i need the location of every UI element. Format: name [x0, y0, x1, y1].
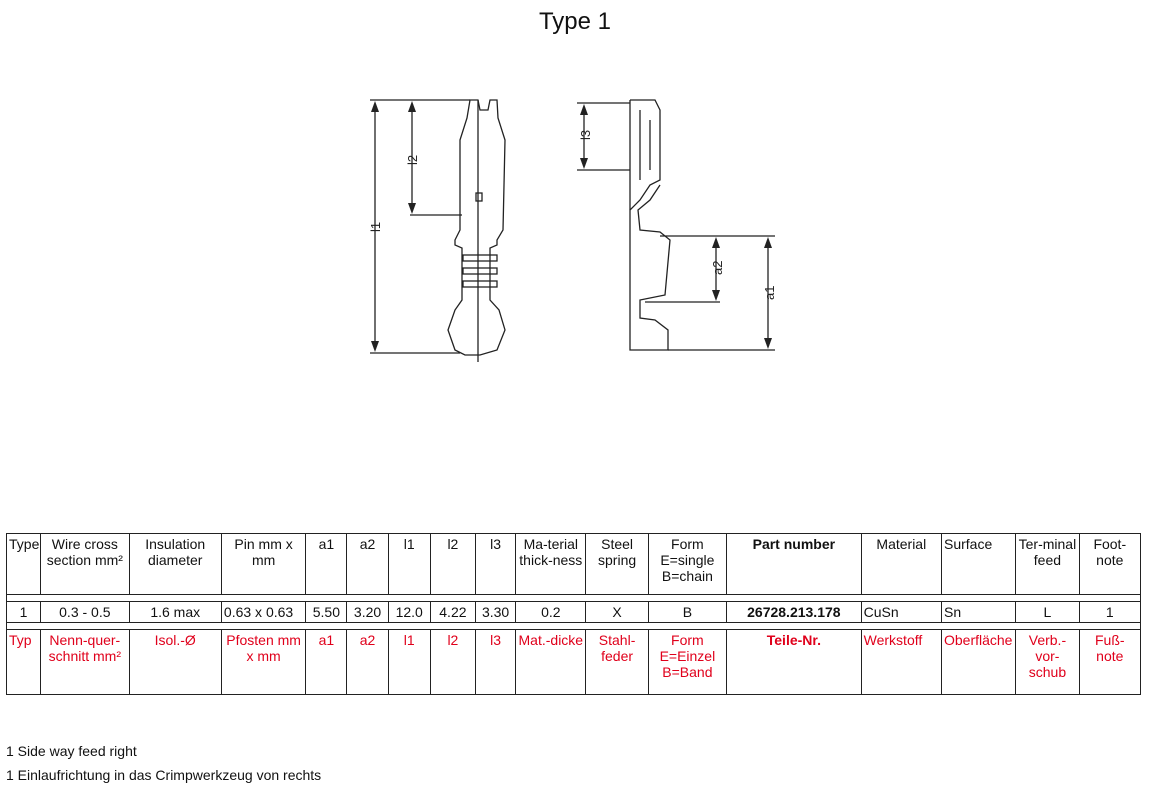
dim-label-l2: l2	[405, 154, 420, 165]
hdr-material: Material	[861, 534, 941, 595]
cell-surface: Sn	[941, 602, 1015, 623]
hdr-type: Type	[7, 534, 41, 595]
cell-thickness: 0.2	[516, 602, 586, 623]
page-title: Type 1	[538, 8, 612, 35]
cell-form: B	[648, 602, 726, 623]
hdr-de-a1: a1	[306, 630, 347, 695]
hdr-steel-spring: Steel spring	[586, 534, 648, 595]
spec-table	[6, 533, 1141, 695]
hdr-part-number: Part number	[727, 534, 862, 595]
cell-insulation: 1.6 max	[129, 602, 221, 623]
hdr-de-l1: l1	[388, 630, 430, 695]
hdr-de-footnote: Fuß-note	[1079, 630, 1140, 695]
hdr-de-insulation: Isol.-Ø	[129, 630, 221, 695]
dim-label-a1: a1	[762, 285, 777, 300]
cell-a1: 5.50	[306, 602, 347, 623]
hdr-surface: Surface	[941, 534, 1015, 595]
hdr-de-surface: Oberfläche	[941, 630, 1015, 695]
hdr-de-pin: Pfosten mm x mm	[221, 630, 305, 695]
cell-part-number: 26728.213.178	[727, 602, 862, 623]
hdr-de-thickness: Mat.-dicke	[516, 630, 586, 695]
hdr-de-a2: a2	[347, 630, 388, 695]
hdr-de-type: Typ	[7, 630, 41, 695]
hdr-de-l2: l2	[430, 630, 475, 695]
hdr-l3: l3	[475, 534, 515, 595]
cell-l3: 3.30	[475, 602, 515, 623]
header-row-de	[7, 630, 1141, 695]
cell-steel-spring: X	[586, 602, 648, 623]
hdr-de-form: Form E=Einzel B=Band	[648, 630, 726, 695]
hdr-form: Form E=single B=chain	[648, 534, 726, 595]
dim-label-l1: l1	[368, 221, 383, 232]
hdr-thickness: Ma-terial thick-ness	[516, 534, 586, 595]
hdr-l1: l1	[388, 534, 430, 595]
cell-l1: 12.0	[388, 602, 430, 623]
hdr-a2: a2	[347, 534, 388, 595]
cell-terminal-feed: L	[1016, 602, 1079, 623]
cell-type: 1	[7, 602, 41, 623]
hdr-de-terminal-feed: Verb.-vor-schub	[1016, 630, 1079, 695]
hdr-de-part-number: Teile-Nr.	[727, 630, 862, 695]
hdr-insulation: Insulation diameter	[129, 534, 221, 595]
hdr-de-l3: l3	[475, 630, 515, 695]
footnote-de: 1 Einlaufrichtung in das Crimpwerkzeug von rechts	[6, 767, 322, 783]
cell-pin: 0.63 x 0.63	[221, 602, 305, 623]
hdr-footnote: Foot-note	[1079, 534, 1140, 595]
header-row-en	[7, 534, 1141, 595]
hdr-de-steel-spring: Stahl-feder	[586, 630, 648, 695]
cell-l2: 4.22	[430, 602, 475, 623]
hdr-terminal-feed: Ter-minal feed	[1016, 534, 1079, 595]
hdr-pin: Pin mm x mm	[221, 534, 305, 595]
hdr-de-cross-section: Nenn-quer-schnitt mm²	[41, 630, 129, 695]
hdr-de-material: Werkstoff	[861, 630, 941, 695]
cell-a2: 3.20	[347, 602, 388, 623]
dim-label-a2: a2	[710, 260, 725, 275]
cell-cross-section: 0.3 - 0.5	[41, 602, 129, 623]
table-row	[7, 602, 1141, 623]
dim-label-l3: l3	[578, 129, 593, 140]
hdr-cross-section: Wire cross section mm²	[41, 534, 129, 595]
cell-material: CuSn	[861, 602, 941, 623]
hdr-a1: a1	[306, 534, 347, 595]
cell-footnote: 1	[1079, 602, 1140, 623]
hdr-l2: l2	[430, 534, 475, 595]
footnote-en: 1 Side way feed right	[6, 743, 137, 759]
